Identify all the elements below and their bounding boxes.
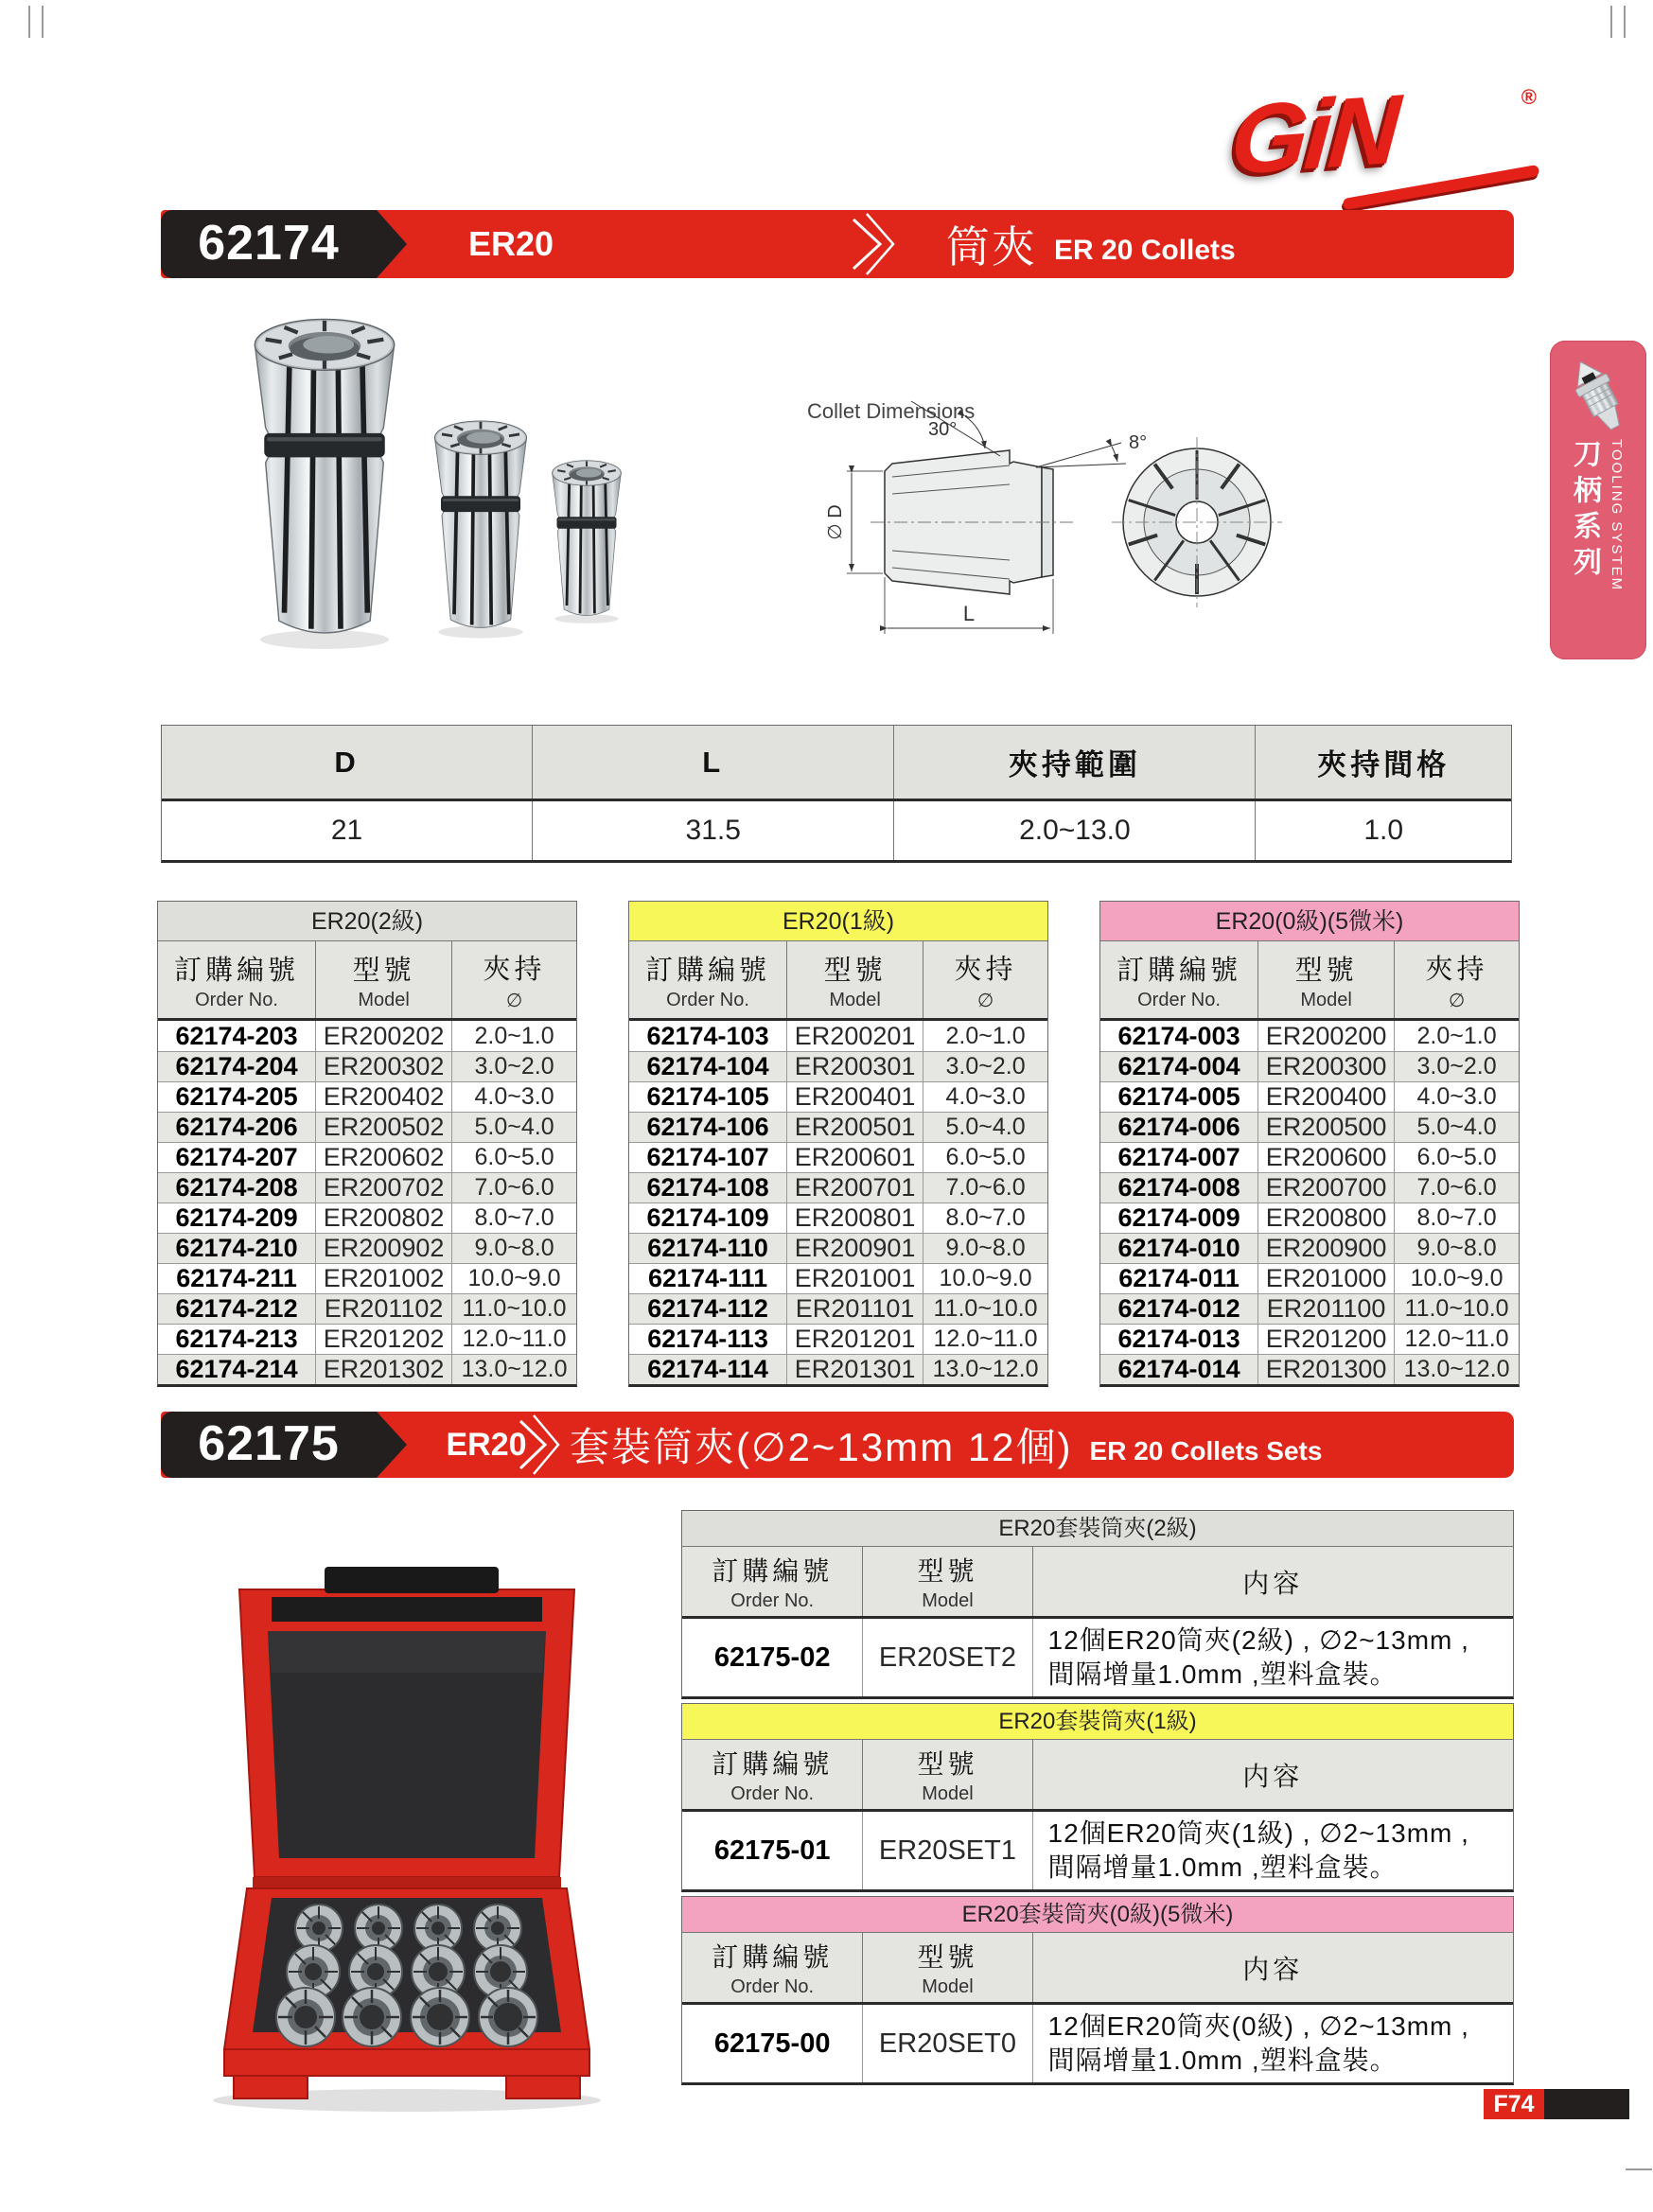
clamp-range-cell: 12.0~11.0 xyxy=(1404,1325,1509,1352)
clamp-range-cell: 8.0~7.0 xyxy=(1416,1204,1497,1231)
product-code: 62175 xyxy=(198,1416,340,1471)
order-no-cell: 62174-004 xyxy=(1100,1052,1258,1081)
order-no-cell: 62174-008 xyxy=(1100,1173,1258,1203)
value-cell: 31.5 xyxy=(533,801,894,860)
model-header xyxy=(863,1740,1032,1809)
order-no-cell: 62174-114 xyxy=(629,1355,787,1384)
collet-small-image xyxy=(547,447,626,632)
drawing-title: Collet Dimensions xyxy=(807,399,976,423)
model-cell: ER200302 xyxy=(316,1052,452,1081)
order-no-cell: 62174-211 xyxy=(158,1264,316,1293)
table-row xyxy=(629,1324,1047,1354)
header-en: Model xyxy=(358,989,410,1010)
header-zh: 訂購編號 xyxy=(712,1942,834,1972)
model-cell: ER200602 xyxy=(316,1143,452,1172)
angle-30-label: 30° xyxy=(928,419,958,440)
table-row xyxy=(1100,1233,1519,1263)
model-cell: ER200701 xyxy=(787,1173,923,1203)
model-cell: ER200401 xyxy=(787,1082,923,1112)
header-en: Order No. xyxy=(195,989,278,1010)
table-row xyxy=(1100,1263,1519,1293)
length-label: L xyxy=(962,602,976,625)
order-no-cell: 62174-009 xyxy=(1100,1203,1258,1233)
collet-set-box-photo xyxy=(185,1506,629,2121)
model-cell: ER200901 xyxy=(787,1234,923,1263)
model-cell: ER201000 xyxy=(1258,1264,1395,1293)
order-no-cell: 62174-105 xyxy=(629,1082,787,1112)
model-cell: ER201101 xyxy=(787,1294,923,1324)
table-title: ER20套裝筒夾(0級)(5微米) xyxy=(682,1897,1513,1933)
order-no-cell: 62174-104 xyxy=(629,1052,787,1081)
content-header xyxy=(1033,1547,1513,1616)
header-en: Model xyxy=(922,1590,974,1611)
table-row xyxy=(629,1203,1047,1233)
table-row xyxy=(682,1812,1513,1889)
diameter-symbol: ∅ xyxy=(505,990,523,1011)
chevron-icon xyxy=(513,1412,566,1480)
order-no-cell: 62174-203 xyxy=(158,1021,316,1051)
order-no-cell: 62174-111 xyxy=(629,1264,787,1293)
model-cell: ER200702 xyxy=(316,1173,452,1203)
model-cell: ER201300 xyxy=(1258,1355,1395,1384)
model-cell: ER200601 xyxy=(787,1143,923,1172)
order-no-cell: 62174-205 xyxy=(158,1082,316,1112)
header-en: Model xyxy=(829,989,881,1010)
table-title: ER20套裝筒夾(1級) xyxy=(682,1704,1513,1740)
model-header xyxy=(1258,941,1395,1018)
content-cell xyxy=(1033,2005,1513,2082)
value-cell: 2.0~13.0 xyxy=(894,801,1256,860)
table-row xyxy=(158,1233,576,1263)
crop-mark xyxy=(1626,2168,1652,2170)
header-zh: 夾持 xyxy=(954,954,1017,985)
header-en: Model xyxy=(922,1783,974,1804)
chevron-icon xyxy=(844,210,901,278)
model-cell: ER200802 xyxy=(316,1203,452,1233)
model-cell: ER201002 xyxy=(316,1264,452,1293)
model-cell: ER201301 xyxy=(787,1355,923,1384)
content-line: 12個ER20筒夾(2級) , ∅2~13mm , xyxy=(1047,1625,1469,1655)
table-row xyxy=(1100,1203,1519,1233)
model-cell: ER20SET2 xyxy=(863,1619,1032,1696)
header-zh: 夾持 xyxy=(1425,954,1488,985)
section-banner-62174 xyxy=(161,210,1514,278)
order-no-cell: 62174-204 xyxy=(158,1052,316,1081)
clamp-range-cell: 13.0~12.0 xyxy=(932,1356,1039,1382)
clamp-range-cell: 7.0~6.0 xyxy=(945,1174,1026,1201)
table-row xyxy=(158,1263,576,1293)
clamp-header xyxy=(452,941,576,1018)
table-header xyxy=(629,941,1047,1021)
clamp-range-cell: 3.0~2.0 xyxy=(474,1053,554,1080)
clamp-range-cell: 6.0~5.0 xyxy=(945,1144,1026,1170)
table-row xyxy=(158,1203,576,1233)
table-row xyxy=(629,1142,1047,1172)
clamp-range-cell: 10.0~9.0 xyxy=(939,1265,1032,1291)
table-row xyxy=(158,1293,576,1324)
table-row xyxy=(629,1233,1047,1263)
banner-title xyxy=(570,1412,1322,1478)
table-row xyxy=(158,1021,576,1051)
banner-title-en: ER 20 Collets Sets xyxy=(1089,1436,1323,1466)
header-zh: 訂購編號 xyxy=(712,1749,834,1779)
clamp-range-cell: 5.0~4.0 xyxy=(474,1114,554,1140)
header-en: Order No. xyxy=(730,1590,815,1611)
table-row xyxy=(629,1263,1047,1293)
crop-mark xyxy=(28,6,30,38)
table-header xyxy=(1100,941,1519,1021)
order-no-cell: 62174-212 xyxy=(158,1294,316,1324)
collets-photo xyxy=(218,303,823,676)
model-cell: ER200200 xyxy=(1258,1021,1395,1051)
table-header xyxy=(682,1547,1513,1619)
table-row xyxy=(1100,1021,1519,1051)
order-no-cell: 62174-210 xyxy=(158,1234,316,1263)
model-cell: ER200800 xyxy=(1258,1203,1395,1233)
clamp-range-cell: 13.0~12.0 xyxy=(1403,1356,1510,1382)
table-row xyxy=(629,1051,1047,1081)
value-cell: 1.0 xyxy=(1363,815,1404,846)
table-row xyxy=(158,1324,576,1354)
table-row xyxy=(1100,1172,1519,1203)
order-no-cell: 62175-01 xyxy=(682,1812,863,1889)
header-zh: 型號 xyxy=(917,1749,978,1779)
content-cell xyxy=(1033,1812,1513,1889)
chapter-tab[interactable] xyxy=(1550,341,1646,659)
model-cell: ER200201 xyxy=(787,1021,923,1051)
header-en: Order No. xyxy=(1137,989,1221,1010)
order-no-cell: 62174-014 xyxy=(1100,1355,1258,1384)
page-number-bar xyxy=(1544,2089,1629,2119)
header-zh: 訂購編號 xyxy=(1117,955,1242,986)
order-no-cell: 62174-005 xyxy=(1100,1082,1258,1112)
order-no-header xyxy=(158,941,316,1018)
clamp-range-cell: 4.0~3.0 xyxy=(474,1083,554,1110)
brand-logo xyxy=(1227,75,1563,202)
table-title: ER20(1級) xyxy=(629,902,1047,941)
model-cell: ER200301 xyxy=(787,1052,923,1081)
order-no-cell: 62174-209 xyxy=(158,1203,316,1233)
diameter-label: ∅ D xyxy=(825,504,846,540)
header-zh: 内容 xyxy=(1242,1568,1304,1598)
order-no-cell: 62174-011 xyxy=(1100,1264,1258,1293)
crop-mark xyxy=(42,6,44,38)
clamp-range-cell: 3.0~2.0 xyxy=(1416,1053,1497,1080)
header-en: Order No. xyxy=(666,989,749,1010)
clamp-range-cell: 5.0~4.0 xyxy=(945,1114,1026,1140)
order-no-cell: 62174-013 xyxy=(1100,1325,1258,1354)
header-zh: 型號 xyxy=(1294,955,1358,986)
table-row xyxy=(158,1112,576,1142)
collet-medium-image xyxy=(428,409,534,643)
header-zh: 訂購編號 xyxy=(645,955,771,986)
diameter-symbol: ∅ xyxy=(1448,990,1466,1011)
model-cell: ER201102 xyxy=(316,1294,452,1324)
model-cell: ER200801 xyxy=(787,1203,923,1233)
header-zh: 型號 xyxy=(917,1556,978,1586)
table-title: ER20(0級)(5微米) xyxy=(1100,902,1519,941)
table-header xyxy=(682,1933,1513,2005)
series-label: ER20 xyxy=(467,224,554,263)
banner-code-arrow xyxy=(377,210,407,278)
clamp-range-cell: 12.0~11.0 xyxy=(933,1325,1038,1352)
clamp-range-cell: 9.0~8.0 xyxy=(1416,1235,1497,1261)
clamp-header xyxy=(1395,941,1519,1018)
content-cell xyxy=(1033,1619,1513,1696)
table-body xyxy=(158,1021,576,1384)
model-cell: ER200700 xyxy=(1258,1173,1395,1203)
table-row xyxy=(629,1172,1047,1203)
order-no-cell: 62174-213 xyxy=(158,1325,316,1354)
clamp-range-cell: 12.0~11.0 xyxy=(462,1325,567,1352)
order-no-header xyxy=(682,1933,863,2002)
tab-label-en: TOOLING SYSTEM xyxy=(1609,439,1625,592)
table-body xyxy=(1100,1021,1519,1384)
banner-code-arrow xyxy=(377,1412,407,1478)
order-no-cell: 62174-108 xyxy=(629,1173,787,1203)
header-en: Model xyxy=(922,1976,974,1997)
header-zh: 訂購編號 xyxy=(174,955,300,986)
collet-large-image xyxy=(244,303,405,655)
diameter-symbol: ∅ xyxy=(976,990,994,1011)
header-en: Order No. xyxy=(730,1976,815,1997)
model-cell: ER200402 xyxy=(316,1082,452,1112)
table-row xyxy=(158,1081,576,1112)
clamp-range-cell: 4.0~3.0 xyxy=(1416,1083,1497,1110)
model-cell: ER200500 xyxy=(1258,1113,1395,1142)
model-cell: ER201202 xyxy=(316,1325,452,1354)
collet-table-grade1 xyxy=(628,901,1048,1387)
clamp-range-cell: 9.0~8.0 xyxy=(474,1235,554,1261)
clamp-range-cell: 10.0~9.0 xyxy=(1410,1265,1504,1291)
clamp-range-cell: 5.0~4.0 xyxy=(1416,1114,1497,1140)
content-line: 間隔增量1.0mm ,塑料盒裝。 xyxy=(1047,1852,1398,1882)
table-row xyxy=(158,1142,576,1172)
crop-mark xyxy=(1610,6,1612,38)
registered-trademark-icon: ® xyxy=(1521,85,1537,109)
dimensions-table-row xyxy=(162,801,1511,860)
collet-table-grade0 xyxy=(1099,901,1520,1387)
order-no-cell: 62174-007 xyxy=(1100,1143,1258,1172)
table-row xyxy=(1100,1051,1519,1081)
model-cell: ER201200 xyxy=(1258,1325,1395,1354)
model-header xyxy=(863,1933,1032,2002)
model-cell: ER200400 xyxy=(1258,1082,1395,1112)
clamp-range-cell: 11.0~10.0 xyxy=(933,1295,1038,1322)
content-header xyxy=(1033,1933,1513,2002)
content-line: 間隔增量1.0mm ,塑料盒裝。 xyxy=(1047,1659,1398,1689)
order-no-header xyxy=(682,1547,863,1616)
header-zh: 訂購編號 xyxy=(712,1556,834,1586)
clamp-range-cell: 11.0~10.0 xyxy=(1404,1295,1509,1322)
model-cell: ER200502 xyxy=(316,1113,452,1142)
order-no-cell: 62174-107 xyxy=(629,1143,787,1172)
set-table-grade1 xyxy=(681,1703,1514,1892)
clamp-header xyxy=(923,941,1047,1018)
table-title: ER20(2級) xyxy=(158,902,576,941)
order-no-cell: 62174-003 xyxy=(1100,1021,1258,1051)
table-title: ER20套裝筒夾(2級) xyxy=(682,1511,1513,1547)
clamp-range-cell: 10.0~9.0 xyxy=(467,1265,561,1291)
angle-8-label: 8° xyxy=(1129,432,1148,453)
table-row xyxy=(158,1354,576,1384)
order-no-cell: 62174-103 xyxy=(629,1021,787,1051)
clamp-range-cell: 8.0~7.0 xyxy=(945,1204,1026,1231)
content-line: 12個ER20筒夾(0級) , ∅2~13mm , xyxy=(1047,2011,1469,2041)
header-en: Model xyxy=(1300,989,1352,1010)
header-zh: 内容 xyxy=(1242,1954,1304,1984)
table-body xyxy=(629,1021,1047,1384)
table-row xyxy=(158,1172,576,1203)
table-row xyxy=(1100,1354,1519,1384)
tab-label-zh: 刀柄系列 xyxy=(1569,439,1600,583)
model-cell: ER200900 xyxy=(1258,1234,1395,1263)
table-header xyxy=(158,941,576,1021)
order-no-cell: 62174-010 xyxy=(1100,1234,1258,1263)
order-no-cell: 62174-006 xyxy=(1100,1113,1258,1142)
model-cell: ER20SET1 xyxy=(863,1812,1032,1889)
clamp-range-cell: 6.0~5.0 xyxy=(1416,1144,1497,1170)
clamp-range-cell: 4.0~3.0 xyxy=(945,1083,1026,1110)
order-no-cell: 62174-109 xyxy=(629,1203,787,1233)
table-row xyxy=(629,1021,1047,1051)
order-no-cell: 62174-106 xyxy=(629,1113,787,1142)
collet-table-grade2 xyxy=(157,901,577,1387)
order-no-header xyxy=(682,1740,863,1809)
banner-title xyxy=(946,210,1236,278)
order-no-cell: 62175-00 xyxy=(682,2005,863,2082)
model-cell: ER200202 xyxy=(316,1021,452,1051)
table-row xyxy=(1100,1142,1519,1172)
collet-dimensions-drawing xyxy=(800,390,1292,674)
header-zh: 夾持 xyxy=(483,954,546,985)
model-header xyxy=(316,941,452,1018)
page-number-badge: F74 xyxy=(1484,2089,1544,2119)
table-row xyxy=(629,1081,1047,1112)
order-no-cell: 62174-112 xyxy=(629,1294,787,1324)
header-zh: 内容 xyxy=(1242,1761,1304,1791)
clamp-range-cell: 7.0~6.0 xyxy=(474,1174,554,1201)
header-cell: L xyxy=(533,726,894,799)
order-no-cell: 62174-206 xyxy=(158,1113,316,1142)
header-zh: 型號 xyxy=(823,955,887,986)
model-header xyxy=(787,941,923,1018)
order-no-header xyxy=(629,941,787,1018)
order-no-cell: 62175-02 xyxy=(682,1619,863,1696)
table-row xyxy=(1100,1324,1519,1354)
table-row xyxy=(629,1354,1047,1384)
model-cell: ER200300 xyxy=(1258,1052,1395,1081)
dimensions-table-header xyxy=(162,726,1511,801)
section-banner-62175 xyxy=(161,1412,1514,1478)
model-cell: ER20SET0 xyxy=(863,2005,1032,2082)
banner-title-zh: 筒夾 xyxy=(946,222,1037,272)
banner-title-zh: 套裝筒夾(∅2~13mm 12個) xyxy=(570,1425,1073,1469)
table-row xyxy=(158,1051,576,1081)
set-table-grade2 xyxy=(681,1510,1514,1699)
header-cell: D xyxy=(162,726,533,799)
table-row xyxy=(1100,1081,1519,1112)
model-cell: ER201302 xyxy=(316,1355,452,1384)
brand-logo-text: GiN xyxy=(1227,75,1400,196)
model-cell: ER200902 xyxy=(316,1234,452,1263)
table-header xyxy=(682,1740,1513,1812)
header-zh: 型號 xyxy=(352,955,415,986)
clamp-range-cell: 6.0~5.0 xyxy=(474,1144,554,1170)
content-line: 間隔增量1.0mm ,塑料盒裝。 xyxy=(1047,2045,1398,2075)
crop-mark xyxy=(1624,6,1626,38)
clamp-range-cell: 2.0~1.0 xyxy=(474,1022,554,1049)
table-row xyxy=(629,1293,1047,1324)
table-row xyxy=(1100,1112,1519,1142)
clamp-range-cell: 2.0~1.0 xyxy=(945,1022,1026,1049)
model-cell: ER201201 xyxy=(787,1325,923,1354)
clamp-range-cell: 11.0~10.0 xyxy=(462,1295,567,1322)
header-zh: 型號 xyxy=(917,1942,978,1972)
order-no-cell: 62174-110 xyxy=(629,1234,787,1263)
model-cell: ER200600 xyxy=(1258,1143,1395,1172)
order-no-cell: 62174-214 xyxy=(158,1355,316,1384)
order-no-header xyxy=(1100,941,1258,1018)
header-en: Order No. xyxy=(730,1783,815,1804)
clamp-range-cell: 9.0~8.0 xyxy=(945,1235,1026,1261)
model-cell: ER201100 xyxy=(1258,1294,1395,1324)
table-row xyxy=(1100,1293,1519,1324)
header-cell: 夾持範圍 xyxy=(894,726,1256,799)
content-line: 12個ER20筒夾(1級) , ∅2~13mm , xyxy=(1047,1818,1469,1848)
clamp-range-cell: 7.0~6.0 xyxy=(1416,1174,1497,1201)
order-no-cell: 62174-113 xyxy=(629,1325,787,1354)
table-row xyxy=(629,1112,1047,1142)
model-header xyxy=(863,1547,1032,1616)
model-cell: ER201001 xyxy=(787,1264,923,1293)
order-no-cell: 62174-208 xyxy=(158,1173,316,1203)
tool-holder-icon xyxy=(1567,354,1629,437)
order-no-cell: 62174-207 xyxy=(158,1143,316,1172)
table-row xyxy=(682,1619,1513,1696)
order-no-cell: 62174-012 xyxy=(1100,1294,1258,1324)
clamp-range-cell: 2.0~1.0 xyxy=(1416,1022,1497,1049)
header-cell: 夾持間格 xyxy=(1317,748,1451,781)
banner-title-en: ER 20 Collets xyxy=(1054,235,1236,266)
clamp-range-cell: 3.0~2.0 xyxy=(945,1053,1026,1080)
product-code: 62174 xyxy=(198,216,340,271)
dimensions-table xyxy=(161,725,1512,863)
set-table-grade0 xyxy=(681,1896,1514,2085)
value-cell: 21 xyxy=(162,801,533,860)
clamp-range-cell: 13.0~12.0 xyxy=(461,1356,568,1382)
model-cell: ER200501 xyxy=(787,1113,923,1142)
table-row xyxy=(682,2005,1513,2082)
content-header xyxy=(1033,1740,1513,1809)
series-label: ER20 xyxy=(446,1427,527,1463)
clamp-range-cell: 8.0~7.0 xyxy=(474,1204,554,1231)
